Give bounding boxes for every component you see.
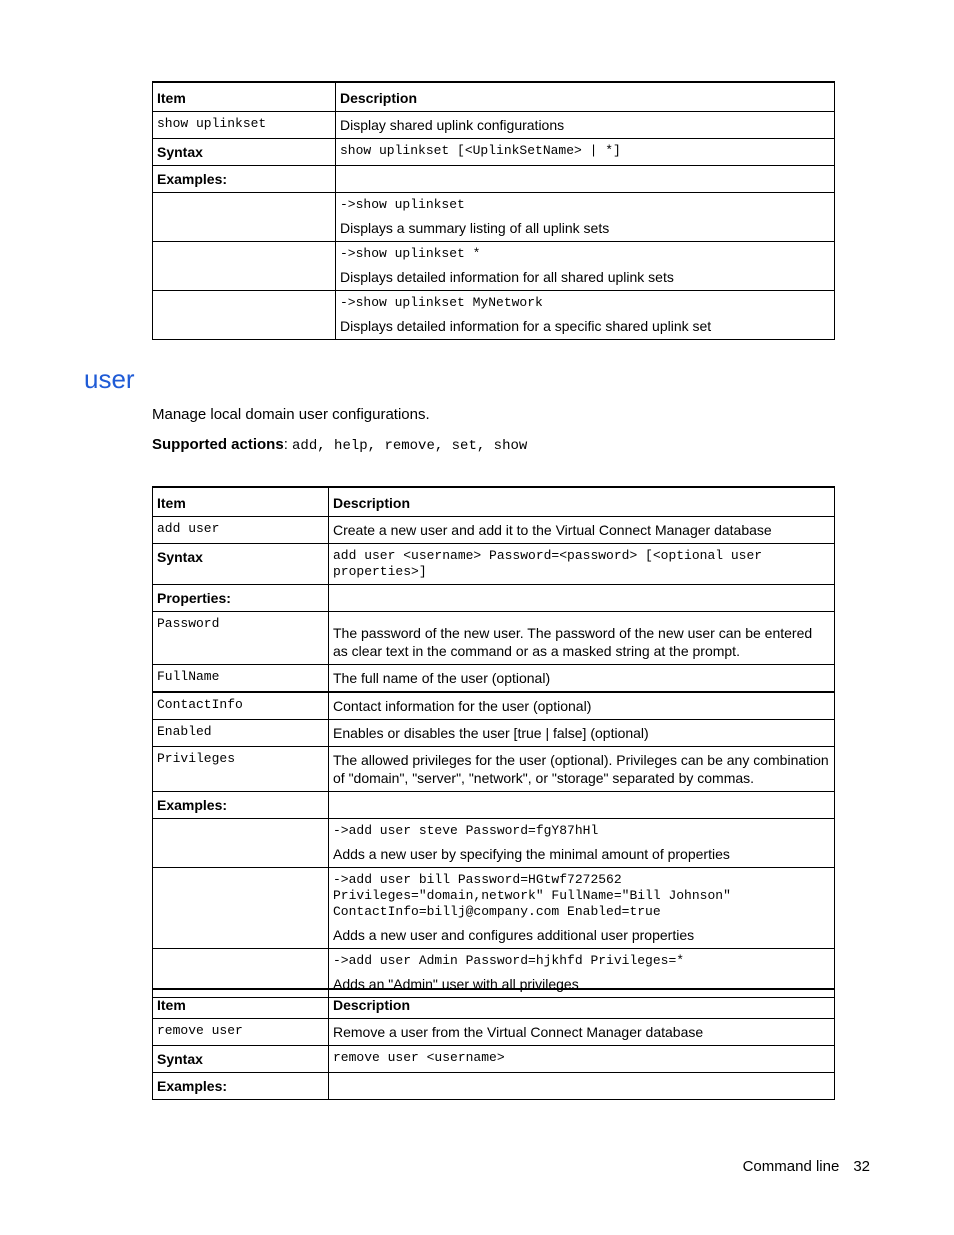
example-code: ->show uplinkset <box>340 197 465 212</box>
example-code: ->add user bill Password=HGtwf7272562 Privileges="domain,network" FullName="Bill Johnson" ContactInfo=billj@company.com Enabled=true <box>333 872 739 919</box>
command-item: add user <box>153 517 329 544</box>
command-item: show uplinkset <box>153 112 336 139</box>
page-footer <box>743 1158 870 1175</box>
supported-actions-list: add, help, remove, set, show <box>292 438 528 454</box>
property-name: ContactInfo <box>153 692 329 720</box>
add-user-table <box>152 486 835 998</box>
properties-label: Properties: <box>153 585 329 612</box>
syntax-label: Syntax <box>153 139 336 166</box>
property-description: The full name of the user (optional) <box>329 665 835 693</box>
syntax-label: Syntax <box>153 1046 329 1073</box>
example-cell <box>329 819 835 868</box>
property-description: Enables or disables the user [true | false] (optional) <box>329 720 835 747</box>
command-description: Remove a user from the Virtual Connect Manager database <box>329 1019 835 1046</box>
section-title: user <box>84 364 135 394</box>
supported-actions-label: Supported actions <box>152 436 284 453</box>
table-row <box>153 517 835 544</box>
syntax-value: show uplinkset [<UplinkSetName> | *] <box>336 139 835 166</box>
table-row <box>153 242 835 291</box>
table-row <box>153 792 835 819</box>
table-row <box>153 868 835 949</box>
example-cell <box>336 291 835 340</box>
syntax-value: add user <username> Password=<password> [<optional user properties>] <box>329 544 835 585</box>
examples-label: Examples: <box>153 1073 329 1100</box>
table-row <box>153 112 835 139</box>
examples-label: Examples: <box>153 166 336 193</box>
property-name: Password <box>153 612 329 665</box>
footer-section-name: Command line <box>742 1158 840 1175</box>
table-header-row <box>153 989 835 1019</box>
command-description: Create a new user and add it to the Virtual Connect Manager database <box>329 517 835 544</box>
show-uplinkset-table <box>152 81 835 340</box>
example-description: Adds an "Admin" user with all privileges <box>333 976 579 992</box>
command-description: Display shared uplink configurations <box>336 112 835 139</box>
table-row <box>153 819 835 868</box>
table-row <box>153 544 835 585</box>
table-row <box>153 692 835 720</box>
remove-user-table <box>152 988 835 1100</box>
example-description: Adds a new user and configures additional user properties <box>333 927 695 943</box>
example-code: ->add user Admin Password=hjkhfd Privileges=* <box>333 953 685 968</box>
property-description: The allowed privileges for the user (optional). Privileges can be any combination of "domain", "server", "network", or "storage" separated by commas. <box>329 747 835 792</box>
table-row <box>153 1073 835 1100</box>
example-description: Displays detailed information for a specific shared uplink set <box>340 318 712 334</box>
property-description: Contact information for the user (optional) <box>329 692 835 720</box>
description-header: Description <box>336 82 835 112</box>
item-header: Item <box>153 82 336 112</box>
example-cell <box>336 242 835 291</box>
table-row <box>153 665 835 693</box>
example-cell <box>329 868 835 949</box>
table-row <box>153 1046 835 1073</box>
example-code: ->show uplinkset * <box>340 246 481 261</box>
table-row <box>153 193 835 242</box>
table-header-row <box>153 487 835 517</box>
syntax-value: remove user <username> <box>329 1046 835 1073</box>
item-header: Item <box>153 487 329 517</box>
example-description: Adds a new user by specifying the minimal amount of properties <box>333 846 730 862</box>
item-header: Item <box>153 989 329 1019</box>
table-row <box>153 139 835 166</box>
table-row <box>153 720 835 747</box>
table-row <box>153 166 835 193</box>
table-row <box>153 747 835 792</box>
description-header: Description <box>329 487 835 517</box>
property-name: FullName <box>153 665 329 693</box>
examples-label: Examples: <box>153 792 329 819</box>
table-row <box>153 585 835 612</box>
supported-actions: Supported actions: add, help, remove, set, show <box>152 436 528 454</box>
property-name: Enabled <box>153 720 329 747</box>
table-header-row <box>153 82 835 112</box>
table-row <box>153 612 835 665</box>
example-code: ->show uplinkset MyNetwork <box>340 295 543 310</box>
syntax-label: Syntax <box>153 544 329 585</box>
example-description: Displays a summary listing of all uplink sets <box>340 220 610 236</box>
table-row <box>153 1019 835 1046</box>
description-header: Description <box>329 989 835 1019</box>
example-cell <box>336 193 835 242</box>
property-name: Privileges <box>153 747 329 792</box>
section-description: Manage local domain user configurations. <box>152 406 430 423</box>
table-row <box>153 291 835 340</box>
property-description: The password of the new user. The password of the new user can be entered as clear text in the command or as a masked string at the prompt. <box>329 612 835 665</box>
page-number: 32 <box>853 1158 870 1175</box>
example-code: ->add user steve Password=fgY87hHl <box>333 823 599 838</box>
example-description: Displays detailed information for all shared uplink sets <box>340 269 674 285</box>
command-item: remove user <box>153 1019 329 1046</box>
